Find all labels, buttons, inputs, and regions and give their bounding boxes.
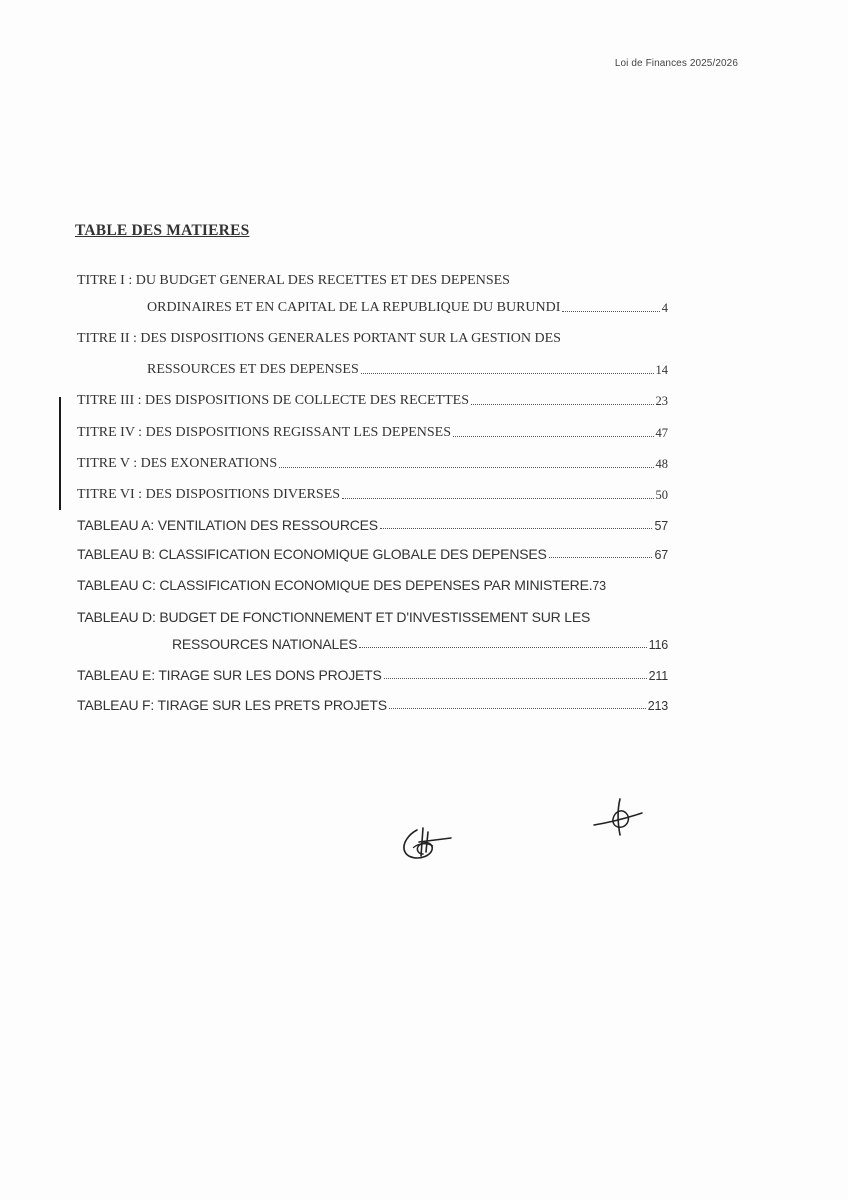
toc-entry-label: TABLEAU E: TIRAGE SUR LES DONS PROJETS xyxy=(77,667,382,683)
toc-titre2-entry xyxy=(147,362,668,378)
signature-right xyxy=(590,795,646,841)
dot-leader xyxy=(471,404,654,405)
dot-leader xyxy=(453,436,653,437)
toc-entry-label: TITRE III : DES DISPOSITIONS DE COLLECTE DES RECETTES xyxy=(77,393,469,408)
toc-entry xyxy=(77,667,668,683)
margin-bar xyxy=(59,397,61,510)
toc-page-number: 213 xyxy=(647,699,668,713)
dot-leader xyxy=(279,467,653,468)
toc-entry xyxy=(77,393,668,409)
dot-leader xyxy=(380,528,653,529)
toc-page-number: 14 xyxy=(655,363,668,377)
toc-titre1-entry xyxy=(147,300,668,316)
dot-leader xyxy=(384,678,647,679)
toc-entry xyxy=(77,425,668,441)
dot-leader xyxy=(342,498,653,499)
signature-left xyxy=(395,822,455,864)
toc-page-number: 48 xyxy=(655,457,668,471)
toc-tableauD-line1: TABLEAU D: BUDGET DE FONCTIONNEMENT ET D'INVESTISSEMENT SUR LES xyxy=(77,609,591,625)
toc-entry-label: TITRE IV : DES DISPOSITIONS REGISSANT LES DEPENSES xyxy=(77,425,452,440)
toc-entry xyxy=(77,546,668,562)
toc-titre2-line1: TITRE II : DES DISPOSITIONS GENERALES PORTANT SUR LA GESTION DES xyxy=(77,331,561,346)
toc-entry xyxy=(77,487,668,503)
toc-page-number: 73 xyxy=(592,579,606,593)
toc-entry-label: TABLEAU A: VENTILATION DES RESSOURCES xyxy=(77,517,378,533)
toc-entry xyxy=(77,456,668,472)
toc-page-number: 4 xyxy=(661,301,668,315)
toc-entry-label: TITRE VI : DES DISPOSITIONS DIVERSES xyxy=(77,487,341,502)
dot-leader xyxy=(359,647,646,648)
toc-titre1-line1: TITRE I : DU BUDGET GENERAL DES RECETTES ET DES DEPENSES xyxy=(77,273,510,288)
toc-page-number: 211 xyxy=(648,669,668,683)
toc-entry xyxy=(77,517,668,533)
toc-page-number: 50 xyxy=(655,488,668,502)
toc-title: TABLE DES MATIERES xyxy=(75,222,250,239)
toc-titre1-line2: ORDINAIRES ET EN CAPITAL DE LA REPUBLIQUE DU BURUNDI xyxy=(147,300,561,315)
toc-page-number: 47 xyxy=(655,426,668,440)
toc-page-number: 116 xyxy=(648,638,668,652)
toc-page-number: 23 xyxy=(655,394,668,408)
toc-page-number: 67 xyxy=(654,548,668,562)
toc-titre2-line2: RESSOURCES ET DES DEPENSES xyxy=(147,362,359,377)
dot-leader xyxy=(549,557,653,558)
dot-leader xyxy=(562,311,659,312)
toc-tableauD-line2: RESSOURCES NATIONALES xyxy=(172,636,358,652)
dot-leader xyxy=(361,373,654,374)
toc-entry-label: TABLEAU C: CLASSIFICATION ECONOMIQUE DES DEPENSES PAR MINISTERE. xyxy=(77,577,593,593)
toc-entry-label: TITRE V : DES EXONERATIONS xyxy=(77,456,278,471)
toc-entry xyxy=(77,577,668,593)
toc-entry xyxy=(77,697,668,713)
dot-leader xyxy=(389,708,646,709)
page-header: Loi de Finances 2025/2026 xyxy=(614,58,738,69)
toc-entry-label: TABLEAU F: TIRAGE SUR LES PRETS PROJETS xyxy=(77,697,387,713)
toc-tableauD-entry xyxy=(172,636,668,652)
toc-page-number: 57 xyxy=(654,519,668,533)
toc-entry-label: TABLEAU B: CLASSIFICATION ECONOMIQUE GLOBALE DES DEPENSES xyxy=(77,546,547,562)
